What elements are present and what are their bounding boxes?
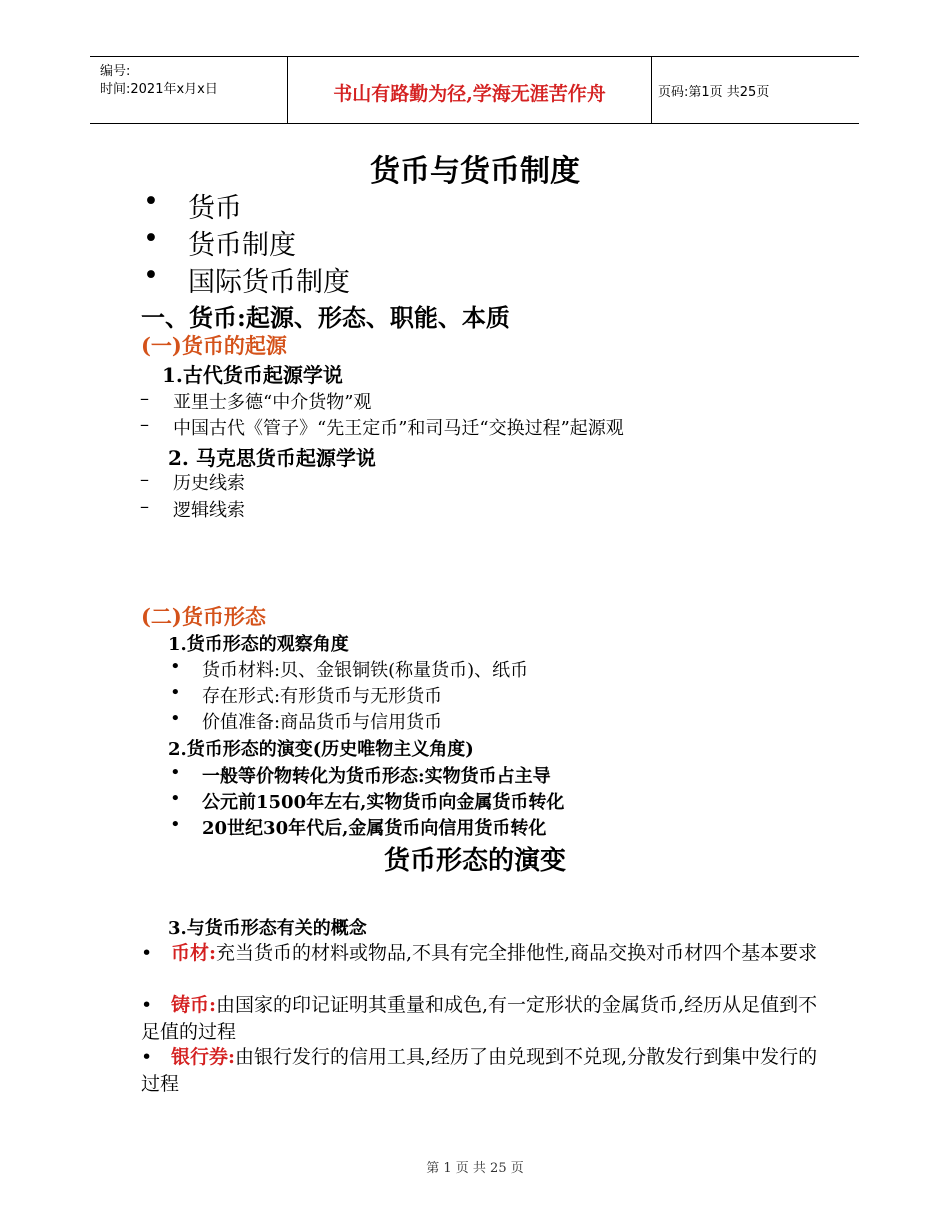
bullet-icon: • xyxy=(170,708,181,729)
section-heading: 一、货币:起源、形态、职能、本质 xyxy=(141,303,510,332)
subsection-heading: (二)货币形态 xyxy=(141,604,266,629)
header-motto-cell xyxy=(287,57,652,123)
page-header xyxy=(90,56,859,124)
centered-heading: 货币形态的演变 xyxy=(383,846,566,876)
bullet-item-text: 一般等价物转化为货币形态:实物货币占主导 xyxy=(202,766,551,787)
dash-item-text: 历史线索 xyxy=(173,473,245,494)
bullet-icon: • xyxy=(143,223,159,254)
page-footer: 第 1 页 共 25 页 xyxy=(426,1161,524,1176)
outline-item-label: 国际货币制度 xyxy=(188,267,350,298)
document-title: 货币与货币制度 xyxy=(370,154,580,189)
document-code-label: 编号: xyxy=(100,64,131,79)
header-page-cell xyxy=(650,57,859,123)
bullet-icon: • xyxy=(170,682,181,703)
bullet-icon: • xyxy=(141,1046,153,1068)
bullet-item-text: 存在形式:有形货币与无形货币 xyxy=(202,686,443,707)
dash-icon: – xyxy=(140,496,149,517)
concept-term: 币材: xyxy=(171,942,217,964)
concept-paragraph xyxy=(141,940,821,967)
concept-paragraph xyxy=(141,992,821,1046)
bullet-item-text: 货币材料:贝、金银铜铁(称量货币)、纸币 xyxy=(202,660,529,681)
bullet-icon: • xyxy=(170,788,181,809)
bullet-icon: • xyxy=(170,762,181,783)
header-motto: 书山有路勤为径,学海无涯苦作舟 xyxy=(333,83,606,105)
bullet-item-text: 公元前1500年左右,实物货币向金属货币转化 xyxy=(202,792,565,813)
bullet-icon: • xyxy=(170,814,181,835)
subsection-heading: (一)货币的起源 xyxy=(141,333,287,358)
concept-text: 由银行发行的信用工具,经历了由兑现到不兑现,分散发行到集中发行的过程 xyxy=(141,1046,818,1095)
dash-item-text: 亚里士多德“中介货物”观 xyxy=(173,392,372,413)
point-heading: 3.与货币形态有关的概念 xyxy=(168,918,367,939)
dash-icon: – xyxy=(140,414,149,435)
point-heading: 2. 马克思货币起源学说 xyxy=(168,446,376,470)
bullet-item-text: 价值准备:商品货币与信用货币 xyxy=(202,712,443,733)
concept-text: 充当货币的材料或物品,不具有完全排他性,商品交换对币材四个基本要求 xyxy=(216,942,818,964)
concept-text: 由国家的印记证明其重量和成色,有一定形状的金属货币,经历从足值到不足值的过程 xyxy=(141,994,818,1043)
point-heading: 1.货币形态的观察角度 xyxy=(168,634,349,655)
document-time-label: 时间:2021年x月x日 xyxy=(100,82,218,97)
bullet-icon: • xyxy=(143,186,159,217)
point-heading: 2.货币形态的演变(历史唯物主义角度) xyxy=(168,739,474,760)
header-meta xyxy=(90,57,287,123)
bullet-icon: • xyxy=(170,656,181,677)
dash-item-text: 逻辑线索 xyxy=(173,500,245,521)
bullet-icon: • xyxy=(143,260,159,291)
bullet-item-text: 20世纪30年代后,金属货币向信用货币转化 xyxy=(202,818,547,839)
dash-item-text: 中国古代《管子》“先王定币”和司马迁“交换过程”起源观 xyxy=(173,418,624,439)
bullet-icon: • xyxy=(141,994,153,1016)
outline-item-label: 货币 xyxy=(188,193,242,224)
concept-paragraph xyxy=(141,1044,821,1098)
dash-icon: – xyxy=(140,469,149,490)
point-heading: 1.古代货币起源学说 xyxy=(162,363,343,387)
concept-term: 铸币: xyxy=(171,994,217,1016)
header-page-number: 页码:第1页 共25页 xyxy=(658,85,770,100)
concept-term: 银行券: xyxy=(171,1046,236,1068)
outline-item-label: 货币制度 xyxy=(188,230,296,261)
bullet-icon: • xyxy=(141,942,153,964)
dash-icon: – xyxy=(140,388,149,409)
